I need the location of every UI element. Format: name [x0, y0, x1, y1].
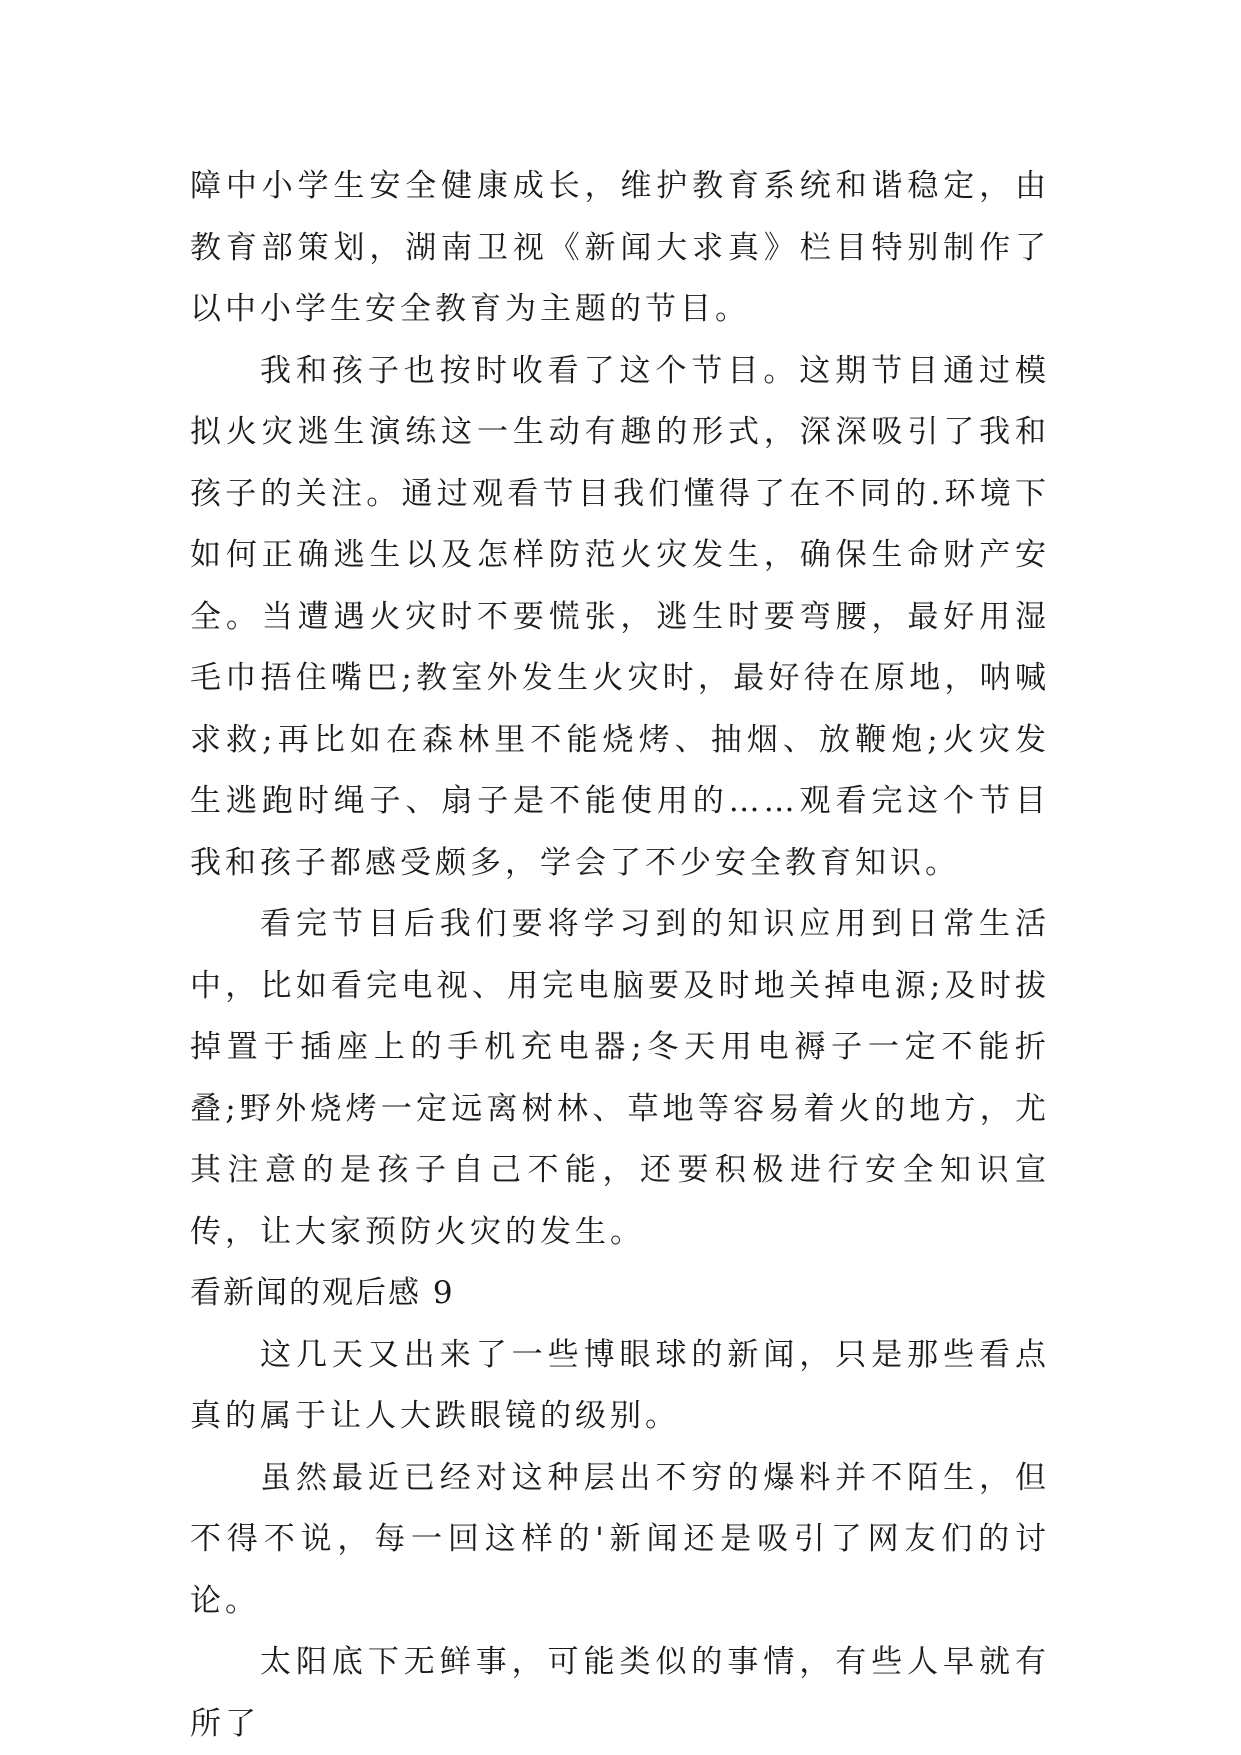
document-body [190, 156, 1050, 1755]
paragraph-1: 障中小学生安全健康成长，维护教育系统和谐稳定，由教育部策划，湖南卫视《新闻大求真》栏目特别制作了以中小学生安全教育为主题的节目。 [190, 168, 1050, 327]
section-title: 看新闻的观后感 9 [190, 1275, 455, 1311]
section-paragraph-3: 太阳底下无鲜事，可能类似的事情，有些人早就有所了 [190, 1644, 1050, 1742]
paragraph-3: 看完节目后我们要将学习到的知识应用到日常生活中，比如看完电视、用完电脑要及时地关掉电源;及时拔掉置于插座上的手机充电器;冬天用电褥子一定不能折叠;野外烧烤一定远离树林、草地等容易着火的地方，尤其注意的是孩子自己不能，还要积极进行安全知识宣传，让大家预防火灾的发生。 [190, 906, 1050, 1250]
paragraph-2: 我和孩子也按时收看了这个节目。这期节目通过模拟火灾逃生演练这一生动有趣的形式，深深吸引了我和孩子的关注。通过观看节目我们懂得了在不同的.环境下如何正确逃生以及怎样防范火灾发生，确保生命财产安全。当遭遇火灾时不要慌张，逃生时要弯腰，最好用湿毛巾捂住嘴巴;教室外发生火灾时，最好待在原地，呐喊求救;再比如在森林里不能烧烤、抽烟、放鞭炮;火灾发生逃跑时绳子、扇子是不能使用的……观看完这个节目我和孩子都感受颇多，学会了不少安全教育知识。 [190, 352, 1050, 881]
section-paragraph-1: 这几天又出来了一些博眼球的新闻，只是那些看点真的属于让人大跌眼镜的级别。 [190, 1336, 1050, 1434]
section-paragraph-2: 虽然最近已经对这种层出不穷的爆料并不陌生，但不得不说，每一回这样的'新闻还是吸引了网友们的讨论。 [190, 1459, 1050, 1619]
